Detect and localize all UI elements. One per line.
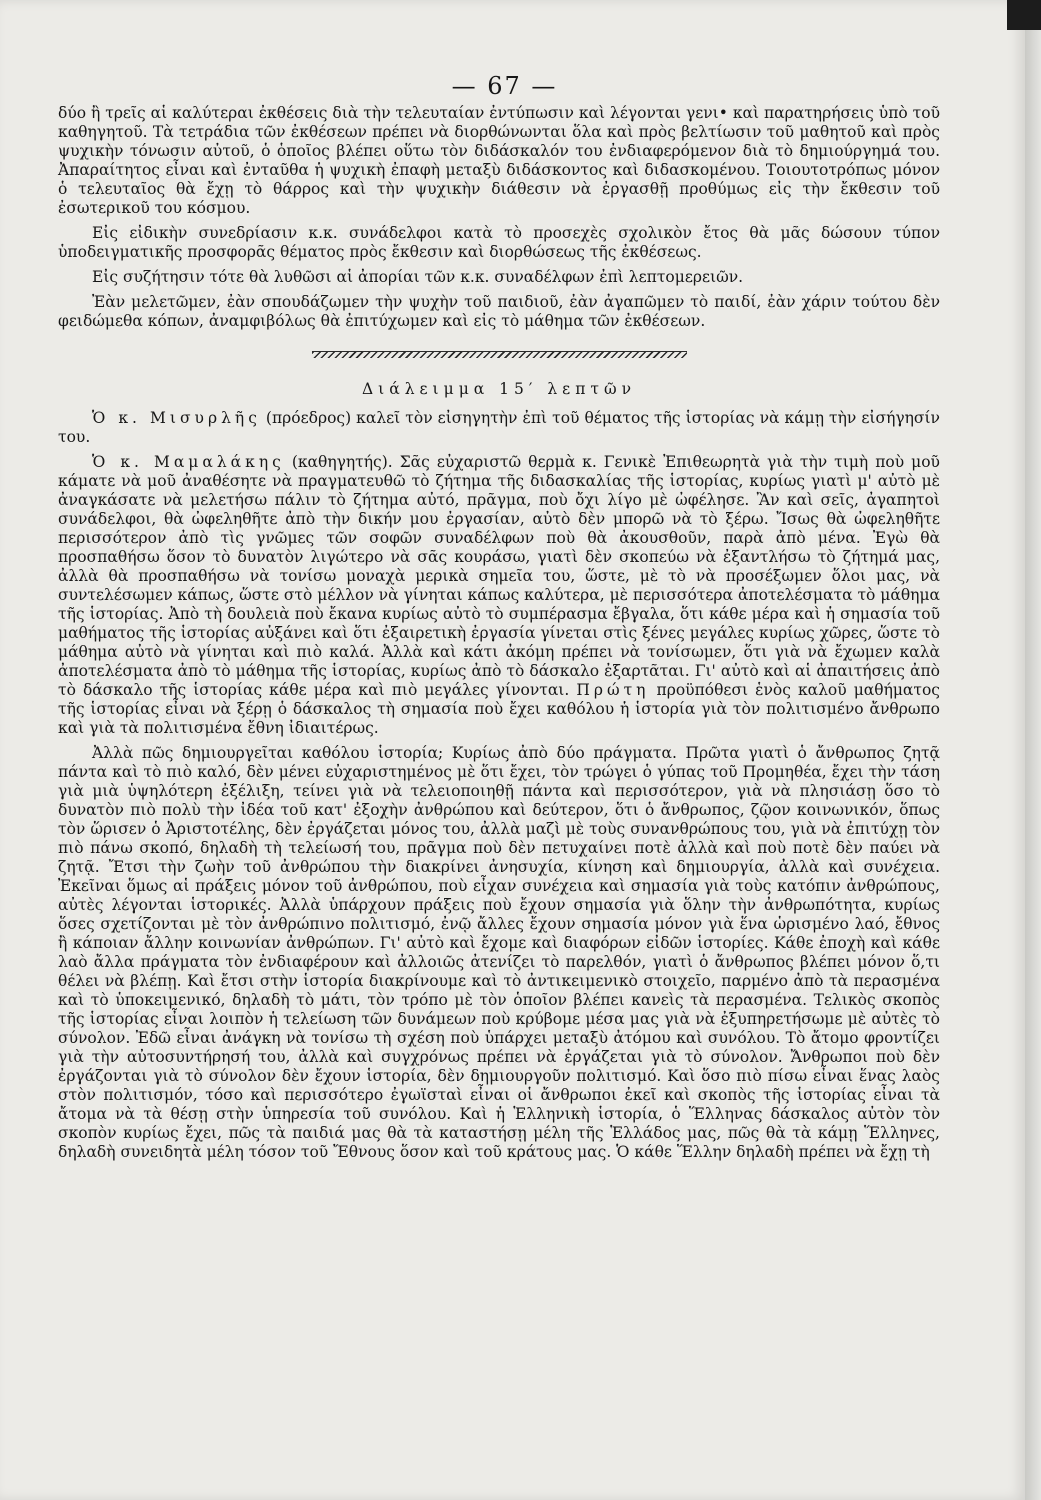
interval-heading: Διάλειμμα 15′ λεπτῶν xyxy=(361,380,637,398)
body-text xyxy=(58,104,940,1168)
paragraph-history-origin: Ἀλλὰ πῶς δημιουργεῖται καθόλου ἱστορία; Κυρίως ἀπὸ δύο πράγματα. Πρῶτα γιατὶ ὁ ἄνθρωπος ζητᾷ πάντα καὶ τὸ πιὸ καλό, δὲν μένει εὐχαριστημένος μὲ ὅτι ἔχει, τὸν τρώγει ὁ γύπας τοῦ Προμηθέα, ἔχει τὴν τάση γιὰ μιὰ ὑψηλότερη ἐξέλιξη, τείνει γιὰ νὰ τελειοποιηθῇ πάντα καὶ περισσότερον, γιὰ νὰ πλησιάσῃ ὅσο τὸ δυνατὸν πιὸ πολὺ τὴν ἰδέα τοῦ κατ' ἐξοχὴν ἀνθρώπου καὶ δεύτερον, ὅτι ὁ ἄνθρωπος, ζῷον κοινωνικόν, ὅπως τὸν ὥρισεν ὁ Ἀριστοτέλης, δὲν ἐργάζεται μόνος του, ἀλλὰ μαζὶ μὲ τοὺς συνανθρώπους του, γιὰ νὰ ἐπιτύχῃ τὸν πιὸ πάνω σκοπό, δηλαδὴ τὴ τελείωσή του, πρᾶγμα ποὺ δὲν πετυχαίνει ποτὲ ἀλλὰ καὶ ποὺ ποτὲ δὲν παύει νὰ ζητᾷ. Ἔτσι τὴν ζωὴν τοῦ ἀνθρώπου τὴν διακρίνει ἀνησυχία, κίνηση καὶ δημιουργία, ἀλλὰ καὶ συνέχεια. Ἐκεῖναι ὅμως αἱ πράξεις μόνον τοῦ ἀνθρώπου, ποὺ εἶχαν συνέχεια καὶ σημασία γιὰ τοὺς κατόπιν ἀνθρώπους, αὐτὲς λέγονται ἱστορικές. Ἀλλὰ ὑπάρχουν πράξεις ποὺ ἔχουν σημασία γιὰ ὅλην τὴν ἀνθρωπότητα, κυρίως ὅσες σχετίζονται μὲ τὸν ἀνθρώπινο πολιτισμό, ἐνῷ ἄλλες ἔχουν σημασία μόνον γιὰ ἕνα ὡρισμένο λαό, ἔθνος ἢ κάποιαν ἄλλην κοινωνίαν ἀνθρώπων. Γι' αὐτὸ καὶ ἔχομε καὶ διαφόρων εἰδῶν ἱστορίες. Κάθε ἐποχὴ καὶ κάθε λαὸ ἄλλα πράγματα τὸν ἐνδιαφέρουν καὶ ἀλλοιῶς ἀτενίζει τὸ παρελθόν, γιατὶ ὁ ἄνθρωπος βλέπει μόνον ὅ,τι θέλει νὰ βλέπῃ. Καὶ ἔτσι στὴν ἱστορία διακρίνουμε καὶ τὸ ἀντικειμενικὸ στοιχεῖο, παρμένο ἀπὸ τὰ περασμένα καὶ τὸ ὑποκειμενικό, δηλαδὴ τὸ μάτι, τὸν τρόπο μὲ τὸν ὁποῖον βλέπει κανεὶς τὰ περασμένα. Τελικὸς σκοπὸς τῆς ἱστορίας εἶναι λοιπὸν ἡ τελείωση τῶν δυνάμεων ποὺ κρύβομε μέσα μας γιὰ νὰ ἐξυπηρετήσωμε μὲ αὐτὲς τὸ σύνολον. Ἐδῶ εἶναι ἀνάγκη νὰ τονίσω τὴ σχέση ποὺ ὑπάρχει μεταξὺ ἀτόμου καὶ συνόλου. Τὸ ἄτομο φροντίζει γιὰ τὴν αὐτοσυντήρησή του, ἀλλὰ καὶ συγχρόνως πρέπει νὰ ἐργάζεται γιὰ τὸ σύνολον. Ἄνθρωποι ποὺ δὲν ἐργάζονται γιὰ τὸ σύνολον δὲν ἔχουν ἱστορία, δὲν δημιουργοῦν πολιτισμό. Καὶ ὅσο πιὸ πίσω εἶναι ἕνας λαὸς στὸν πολιτισμόν, τόσο καὶ περισσότερο ἐγωϊσταὶ εἶναι οἱ ἄνθρωποι ἐκεῖ καὶ σκοπὸς τῆς ἱστορίας εἶναι τὰ ἄτομα νὰ τὰ θέσῃ στὴν ὑπηρεσία τοῦ συνόλου. Καὶ ἡ Ἑλληνικὴ ἱστορία, ὁ Ἕλληνας δάσκαλος αὐτὸν τὸν σκοπὸν κυρίως ἔχει, πῶς τὰ παιδιά μας θὰ τὰ καταστήσῃ μέλη τῆς Ἑλλάδος μας, πῶς θὰ τὰ κάμῃ Ἕλληνες, δηλαδὴ συνειδητὰ μέλη τόσον τοῦ Ἔθνους ὅσον καὶ τοῦ κράτους μας. Ὁ κάθε Ἕλλην δηλαδὴ πρέπει νὰ ἔχῃ τὴ xyxy=(58,744,940,1161)
speaker-lecturer: Ὁ κ. Μαμαλάκης xyxy=(92,453,285,471)
paragraph-chair xyxy=(58,409,940,447)
chair-text: (πρόεδρος) καλεῖ τὸν εἰσηγητὴν ἐπὶ τοῦ θέματος τῆς ἱστορίας νὰ κάμῃ τὴν εἰσήγησίν του. xyxy=(58,409,940,446)
condition-intro: Πρώτη xyxy=(576,681,650,699)
paragraph-speech xyxy=(58,453,940,738)
scan-corner-mark xyxy=(1007,0,1041,30)
page-edge xyxy=(1025,0,1041,1500)
paragraph-discussion: Εἰς συζήτησιν τότε θὰ λυθῶσι αἱ ἀπορίαι τῶν κ.κ. συναδέλφων ἐπὶ λεπτομερειῶν. xyxy=(92,268,744,286)
speech-text: (καθηγητής). Σᾶς εὐχαριστῶ θερμὰ κ. Γενικὲ Ἐπιθεωρητὰ γιὰ τὴν τιμὴ ποὺ μοῦ κάματε νὰ μοῦ ἀναθέσητε νὰ πραγματευθῶ τὸ ζήτημα τῆς διδασκαλίας τῆς ἱστορίας, κυρίως γιατὶ μ' αὐτὸ μὲ ἀναγκάσατε νὰ μελετήσω πάλιν τὸ ζήτημα αὐτό, πρᾶγμα, ποὺ ὄχι λίγο μὲ ὠφέλησε. Ἂν καὶ σεῖς, ἀγαπητοὶ συνάδελφοι, θὰ ὠφεληθῆτε ἀπὸ τὴν δικήν μου ἐργασίαν, αὐτὸ δὲν μπορῶ νὰ τὸ ξέρω. Ἴσως θὰ ὠφεληθῆτε περισσότερον ἀπὸ τὶς γνῶμες τῶν σοφῶν συναδέλφων ποὺ θὰ ἀκουσθοῦν, παρὰ ἀπὸ μένα. Ἐγὼ θὰ προσπαθήσω ὅσον τὸ δυνατὸν λιγώτερο νὰ σᾶς κουράσω, γιατὶ δὲν σκοπεύω νὰ ἐξαντλήσω τὸ ζήτημά μας, ἀλλὰ θὰ προσπαθήσω νὰ τονίσω μοναχὰ μερικὰ σημεῖα του, ὥστε, μὲ τὸ νὰ προσέξωμεν ὅλοι μας, νὰ συντελέσωμεν κάπως, ὥστε στὸ μέλλον νὰ γίνηται κάπως καλύτερα, μὲ περισσότερα ἀποτελέσματα τὸ μάθημα τῆς ἱστορίας. Ἀπὸ τὴ δουλειὰ ποὺ ἔκανα κυρίως αὐτὸ τὸ συμπέρασμα ἔβγαλα, ὅτι κάθε μέρα καὶ ἡ σημασία τοῦ μαθήματος τῆς ἱστορίας αὐξάνει καὶ ὅτι ἐξαιρετικὴ ἐργασία γίνεται στὶς ξένες μεγάλες κυρίως χῶρες, ὥστε τὸ μάθημα αὐτὸ νὰ γίνηται καὶ πιὸ καλά. Ἀλλὰ καὶ κάτι ἀκόμη πρέπει νὰ τονίσωμεν, ὅτι γιὰ νὰ ἔχωμεν καλὰ ἀποτελέσματα ἀπὸ τὸ μάθημα τῆς ἱστορίας, κυρίως ἀπὸ τὸ δάσκαλο ἐξαρτᾶται. Γι' αὐτὸ καὶ αἱ ἀπαιτήσεις ἀπὸ τὸ δάσκαλο τῆς ἱστορίας κάθε μέρα καὶ πιὸ μεγάλες γίνονται. xyxy=(58,453,941,699)
condition-text: προϋπόθεσι ἑνὸς καλοῦ μαθήματος τῆς ἱστορίας εἶναι νὰ ξέρῃ ὁ δάσκαλος τὴ σημασία ποὺ ἔχει καθόλου ἡ ἱστορία γιὰ τὸν πολιτισμένο ἄνθρωπο καὶ γιὰ τὰ πολιτισμένα ἔθνη ἰδιαιτέρως. xyxy=(58,681,940,737)
paragraph-essays-correction: δύο ἢ τρεῖς αἱ καλύτεραι ἐκθέσεις διὰ τὴν τελευταίαν ἐντύπωσιν καὶ λέγονται γενι• καὶ παρατηρήσεις ὑπὸ τοῦ καθηγητοῦ. Τὰ τετράδια τῶν ἐκθέσεων πρέπει νὰ διορθώνωνται ὅλα καὶ πρὸς βελτίωσιν τοῦ μαθητοῦ καὶ πρὸς ψυχικὴν τόνωσιν αὐτοῦ, ὁ ὁποῖος βλέπει οὕτω τὸν διδάσκαλόν του ἐνδιαφερόμενον διὰ τὸ δημιούργημά του. Ἀπαραίτητος εἶναι καὶ ἐνταῦθα ἡ ψυχικὴ ἐπαφὴ μεταξὺ διδάσκοντος καὶ διδασκομένου. Τοιουτοτρόπως μόνον ὁ τελευταῖος θὰ ἔχῃ τὸ θάρρος καὶ τὴν ψυχικὴν διάθεσιν νὰ ἐργασθῇ προθύμως εἰς τὴν ἔκθεσιν τοῦ ἐσωτερικοῦ του κόσμου. xyxy=(58,104,940,217)
paragraph-conclusion: Ἐὰν μελετῶμεν, ἐὰν σπουδάζωμεν τὴν ψυχὴν τοῦ παιδιοῦ, ἐὰν ἀγαπῶμεν τὸ παιδί, ἐὰν χάριν τούτου δὲν φειδώμεθα κόπων, ἀναμφιβόλως θὰ ἐπιτύχωμεν καὶ εἰς τὸ μάθημα τῶν ἐκθέσεων. xyxy=(58,293,940,330)
page-number: — 67 — xyxy=(451,72,558,100)
paragraph-special-session: Εἰς εἰδικὴν συνεδρίασιν κ.κ. συνάδελφοι κατὰ τὸ προσεχὲς σχολικὸν ἔτος θὰ μᾶς δώσουν τύπον ὑποδειγματικῆς προσφορᾶς θέματος πρὸς ἔκθεσιν καὶ διορθώσεως τῆς ἐκθέσεως. xyxy=(58,224,940,261)
wavy-separator xyxy=(312,351,687,358)
speaker-chair: Ὁ κ. Μισυρλῆς xyxy=(92,409,261,427)
